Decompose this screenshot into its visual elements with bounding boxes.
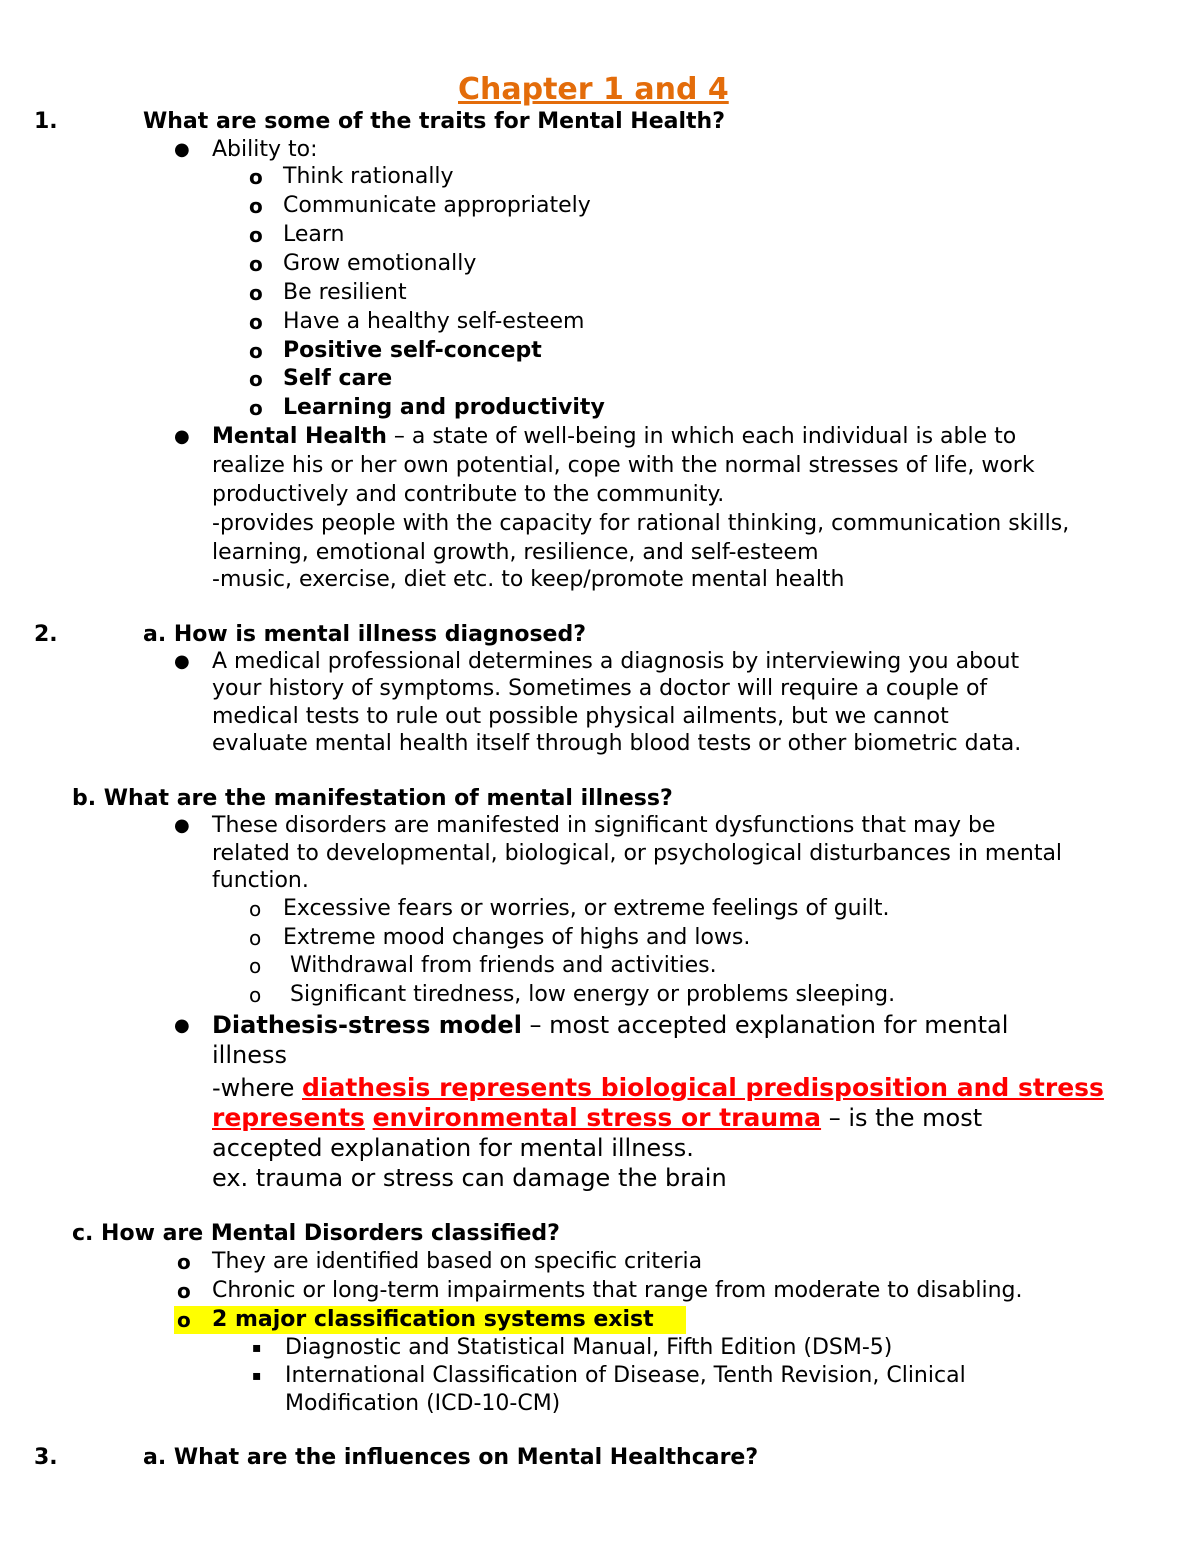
bullet-icon: ● [174, 139, 190, 160]
q2-number: 2. [34, 622, 58, 647]
q3-heading: a. What are the influences on Mental Healthcare? [143, 1445, 759, 1470]
circle-bullet-icon: o [177, 1279, 191, 1303]
trait-item-bold: Positive self-concept [283, 338, 542, 363]
manifestation-line: These disorders are manifested in significant dysfunctions that may be [212, 813, 996, 838]
circle-bullet-icon: o [249, 194, 263, 218]
definition-text: – a state of well-being in which each individual is able to [386, 424, 1017, 449]
definition-line: learning, emotional growth, resilience, and self-esteem [212, 540, 819, 565]
definition-line: -music, exercise, diet etc. to keep/promote mental health [212, 567, 845, 592]
diathesis-stress-term: Diathesis-stress model [212, 1011, 522, 1039]
circle-bullet-icon: o [249, 281, 263, 305]
trait-item: Be resilient [283, 280, 407, 305]
diathesis-where-line [212, 1073, 1104, 1103]
classification-system: Diagnostic and Statistical Manual, Fifth Edition (DSM-5) [285, 1335, 893, 1360]
diathesis-stress-line: illness [212, 1041, 287, 1069]
circle-bullet-icon: o [249, 926, 262, 950]
manifestation-item: Excessive fears or worries, or extreme feelings of guilt. [283, 896, 890, 921]
trait-item: Grow emotionally [283, 251, 477, 276]
definition-line: realize his or her own potential, cope with the normal stresses of life, work [212, 453, 1035, 478]
bullet-icon: ● [174, 426, 190, 447]
manifestation-line: related to developmental, biological, or psychological disturbances in mental [212, 841, 1063, 866]
q2a-heading: a. How is mental illness diagnosed? [143, 622, 586, 647]
diathesis-stress-line: accepted explanation for mental illness. [212, 1134, 694, 1162]
diathesis-red-line [212, 1103, 982, 1133]
trait-item-bold: Self care [283, 366, 393, 391]
classification-system: Modification (ICD-10-CM) [285, 1391, 561, 1416]
diathesis-after-text: – is the most [821, 1104, 983, 1132]
classification-system: International Classification of Disease, Tenth Revision, Clinical [285, 1363, 966, 1388]
red-emphasis: represents [212, 1103, 365, 1132]
circle-bullet-icon: o [249, 367, 263, 391]
bullet-icon: ● [174, 1015, 190, 1036]
document-title: Chapter 1 and 4 [458, 72, 729, 107]
manifestation-line: function. [212, 868, 309, 893]
circle-bullet-icon: o [249, 983, 262, 1007]
bullet-icon: ● [174, 815, 190, 836]
trait-item: Think rationally [283, 164, 454, 189]
where-prefix: -where [212, 1074, 302, 1102]
diathesis-stress-line [212, 1010, 1008, 1040]
definition-line: -provides people with the capacity for rational thinking, communication skills, [212, 511, 1070, 536]
q2c-heading: c. How are Mental Disorders classified? [72, 1221, 560, 1246]
manifestation-item: Significant tiredness, low energy or problems sleeping. [283, 982, 896, 1007]
circle-bullet-icon: o [249, 339, 263, 363]
circle-bullet-icon: o [249, 310, 263, 334]
diagnosis-line: your history of symptoms. Sometimes a doctor will require a couple of [212, 676, 988, 701]
ability-label: Ability to: [212, 137, 318, 162]
diathesis-stress-text: – most accepted explanation for mental [521, 1011, 1009, 1039]
square-bullet-icon: ▪ [252, 1340, 262, 1356]
q3-number: 3. [34, 1445, 58, 1470]
red-emphasis: diathesis represents biological predisposition and stress [302, 1073, 1104, 1102]
definition-line: productively and contribute to the community. [212, 482, 725, 507]
classification-highlight: 2 major classification systems exist [212, 1307, 654, 1332]
bullet-icon: ● [174, 651, 190, 672]
circle-bullet-icon: o [177, 1250, 191, 1274]
circle-bullet-icon: o [249, 223, 263, 247]
circle-bullet-icon: o [249, 897, 262, 921]
diagnosis-line: A medical professional determines a diagnosis by interviewing you about [212, 649, 1020, 674]
diagnosis-line: medical tests to rule out possible physical ailments, but we cannot [212, 704, 949, 729]
trait-item: Have a healthy self-esteem [283, 309, 585, 334]
q2b-heading: b. What are the manifestation of mental illness? [72, 786, 673, 811]
q1-number: 1. [34, 109, 58, 134]
trait-item-bold: Learning and productivity [283, 395, 605, 420]
manifestation-item: Withdrawal from friends and activities. [283, 953, 717, 978]
circle-bullet-icon: o [177, 1308, 191, 1332]
trait-item: Communicate appropriately [283, 193, 591, 218]
mental-health-term: Mental Health [212, 424, 387, 449]
q1-heading: What are some of the traits for Mental Health? [143, 109, 725, 134]
manifestation-item: Extreme mood changes of highs and lows. [283, 925, 751, 950]
mental-health-definition [212, 423, 1016, 451]
circle-bullet-icon: o [249, 252, 263, 276]
diagnosis-line: evaluate mental health itself through blood tests or other biometric data. [212, 731, 1022, 756]
trait-item: Learn [283, 222, 345, 247]
red-emphasis: environmental stress or trauma [372, 1103, 822, 1132]
classification-item: They are identified based on specific criteria [212, 1249, 703, 1274]
circle-bullet-icon: o [249, 954, 262, 978]
circle-bullet-icon: o [249, 165, 263, 189]
classification-item: Chronic or long-term impairments that range from moderate to disabling. [212, 1278, 1023, 1303]
diathesis-stress-line: ex. trauma or stress can damage the brain [212, 1164, 727, 1192]
square-bullet-icon: ▪ [252, 1368, 262, 1384]
circle-bullet-icon: o [249, 396, 263, 420]
